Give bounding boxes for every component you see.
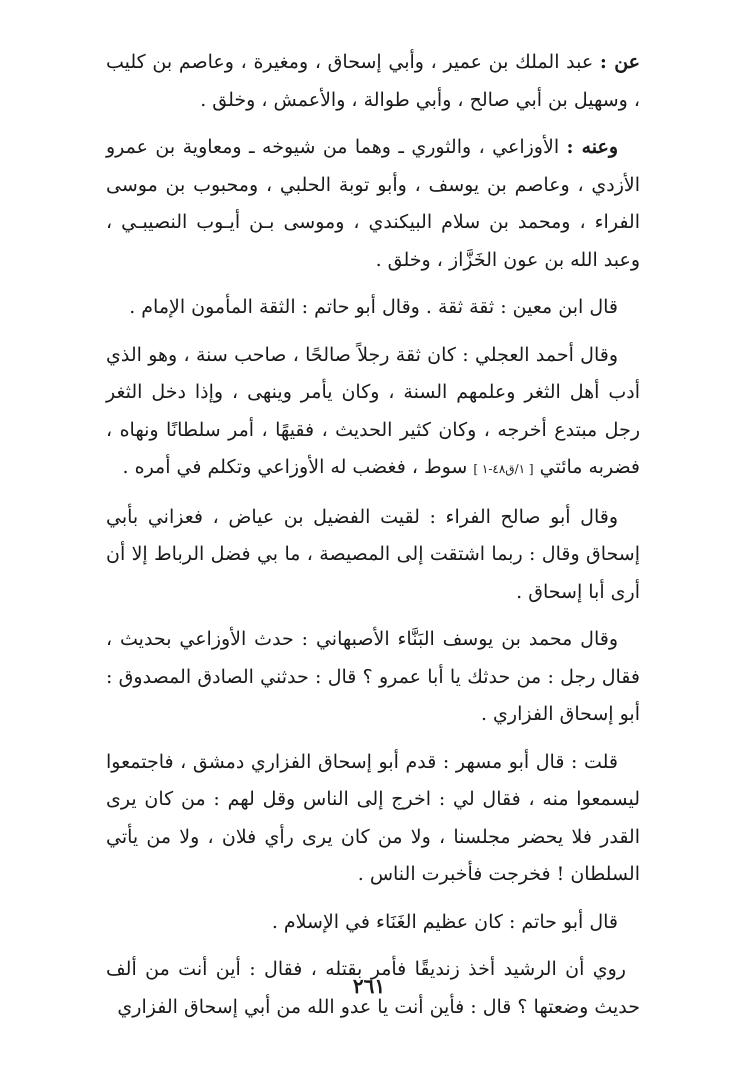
paragraph-text: الأوزاعي ، والثوري ـ وهما من شيوخه ـ ومعاوية بن عمرو الأزدي ، وعاصم بن يوسف ، وأبو توبة الحلبي ، ومحبوب بن موسى الفراء ، ومحمد بن سلام البيكندي ، وموسى بـن أيـوب النصيبـي ، وعبد الله بن عون الخَزَّاز ، وخلق . <box>106 136 640 271</box>
paragraph-ijli <box>106 337 640 489</box>
paragraph-text: سوط ، فغضب له الأوزاعي وتكلم في أمره . <box>122 456 474 478</box>
paragraph-narrators-from <box>106 44 640 119</box>
page-number: ٢٦١ <box>352 974 386 998</box>
paragraph-narrators-to <box>106 129 640 279</box>
lead-word-anhu: وعنه : <box>566 136 619 158</box>
manuscript-reference: [ ١/ق٤٨-١ ] <box>473 462 534 476</box>
paragraph-ibn-main: قال ابن معين : ثقة ثقة . وقال أبو حاتم : الثقة المأمون الإمام . <box>129 296 618 318</box>
paragraph-text: وقال أحمد العجلي : كان ثقة رجلاً صالحًا ، صاحب سنة ، وهو الذي أدب أهل الثغر وعلمهم السنة ، وكان يأمر وينهى ، وإذا دخل الثغر رجل مبتدع أخرجه ، وكان كثير الحديث ، فقيهًا ، أمر سلطانًا ونهاه ، فضربه مائتي <box>106 343 640 478</box>
paragraph-rashid: روي أن الرشيد أخذ زنديقًا فأمر بقتله ، فقال : أين أنت من ألف حديث وضعتها ؟ قال : فأين أنت يا عدو الله من أبي إسحاق الفزاري <box>106 958 640 1018</box>
paragraph-text: عبد الملك بن عمير ، وأبي إسحاق ، ومغيرة ، وعاصم بن كليب ، وسهيل بن أبي صالح ، وأبي طوالة ، والأعمش ، وخلق . <box>106 51 640 111</box>
paragraph-abu-mushir: قلت : قال أبو مسهر : قدم أبو إسحاق الفزاري دمشق ، فاجتمعوا ليسمعوا منه ، فقال لي : اخرج إلى الناس وقل لهم : من كان يرى القدر فلا يحضر مجلسنا ، ولا من كان يرى رأي فلان ، ولا من يأتي السلطان ! فخرجت فأخبرت الناس . <box>106 750 640 885</box>
lead-word-an: عن : <box>599 51 640 73</box>
paragraph-abu-hatim: قال أبو حاتم : كان عظيم الغَنَاء في الإسلام . <box>271 910 618 933</box>
paragraph-ibn-yusuf: وقال محمد بن يوسف البَنَّاء الأصبهاني : حدث الأوزاعي بحديث ، فقال رجل : من حدثك يا أبا عمرو ؟ قال : حدثني الصادق المصدوق : أبو إسحاق الفزاري . <box>106 628 640 725</box>
paragraph-abu-salih: وقال أبو صالح الفراء : لقيت الفضيل بن عياض ، فعزاني بأبي إسحاق وقال : ربما اشتقت إلى المصيصة ، ما بي فضل الرباط إلا أن أرى أبا إسحاق . <box>106 505 640 603</box>
